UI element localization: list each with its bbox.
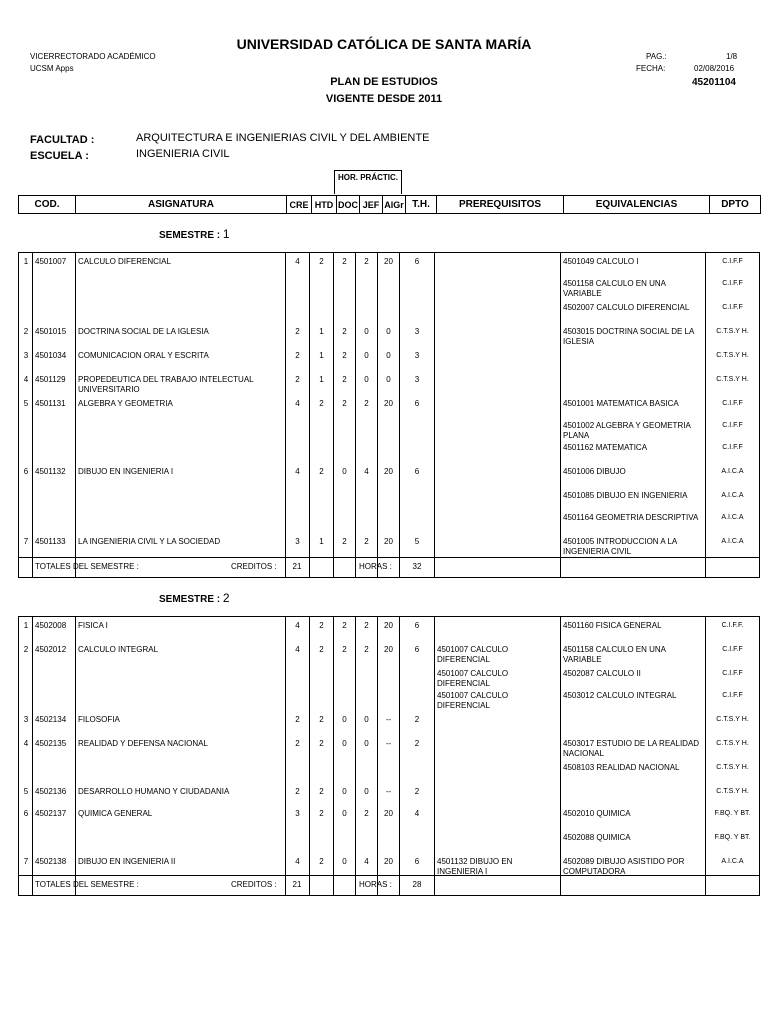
facultad-label: FACULTAD : [30,134,95,146]
column-divider [705,253,706,577]
hor-practic-header: HOR. PRÁCTIC. [334,170,402,194]
cell-th: 6 [414,645,420,654]
cell-jef: 4 [364,467,369,476]
vicerrectorado-label: VICERRECTORADO ACADÉMICO [30,52,156,61]
cell-eq: 4501158 CALCULO EN UNA VARIABLE [563,645,666,664]
totals-label: TOTALES DEL SEMESTRE : [35,880,139,889]
cell-cod: 4502137 [35,809,67,818]
cell-doc: 2 [342,375,347,384]
cell-dpto: A.I.C.A [721,538,744,545]
cell-algr: 20 [384,257,393,266]
cell-dpto: C.I.F.F [722,670,743,677]
cell-htd: 1 [319,327,324,336]
cell-htd: 2 [319,645,324,654]
cell-eq: 4501162 MATEMATICA [563,443,648,452]
cell-cod: 4502012 [35,645,67,654]
cell-jef: 0 [364,739,369,748]
cell-htd: 2 [319,809,324,818]
column-divider [560,253,561,577]
cell-pre: 4501007 CALCULO DIFERENCIAL [437,669,509,688]
creditos-total: 21 [292,562,302,571]
cell-dpto: F.BQ. Y BT. [714,810,751,817]
cell-algr: 20 [384,537,393,546]
cell-htd: 1 [319,351,324,360]
cell-algr: 20 [384,467,393,476]
cell-doc: 2 [342,327,347,336]
column-divider [560,617,561,895]
cell-th: 2 [414,739,420,748]
cell-jef: 2 [364,645,369,654]
column-divider [333,253,334,577]
cell-jef: 0 [364,327,369,336]
cell-htd: 2 [319,739,324,748]
cell-th: 3 [414,327,420,336]
cell-n: 4 [23,739,29,748]
cell-asig: FILOSOFIA [78,715,120,724]
cell-doc: 0 [342,467,347,476]
cell-doc: 0 [342,857,347,866]
col-asignatura: ASIGNATURA [76,196,287,214]
column-divider [434,253,435,577]
cell-eq: 4502010 QUIMICA [563,809,631,818]
cell-jef: 0 [364,375,369,384]
facultad-value: ARQUITECTURA E INGENIERIAS CIVIL Y DEL AMBIENTE [136,132,430,144]
cell-algr: 0 [386,351,391,360]
cell-cre: 2 [295,787,300,796]
plan-title: PLAN DE ESTUDIOS [330,76,438,88]
cell-htd: 2 [319,787,324,796]
cell-eq: 4501158 CALCULO EN UNA VARIABLE [563,279,666,298]
cell-dpto: A.I.C.A [721,468,744,475]
cell-asig: CALCULO INTEGRAL [78,645,159,654]
cell-dpto: A.I.C.A [721,514,744,521]
col-doc: DOC [337,196,360,214]
cell-jef: 2 [364,809,369,818]
cell-dpto: C.I.F.F [722,258,743,265]
column-divider [355,617,356,895]
cell-asig: FISICA I [78,621,108,630]
cell-cre: 2 [295,715,300,724]
fecha-label: FECHA: [636,64,666,73]
cell-dpto: C.T.S.Y H. [716,788,749,795]
cell-n: 1 [23,621,29,630]
cell-n: 7 [23,537,29,546]
cell-cod: 4502138 [35,857,67,866]
column-divider [399,617,400,895]
cell-asig: DIBUJO EN INGENIERIA II [78,857,176,866]
cell-htd: 1 [319,537,324,546]
cell-asig: DESARROLLO HUMANO Y CIUDADANIA [78,787,230,796]
col-dpto: DPTO [710,196,761,214]
semester-2-table [18,616,760,896]
column-divider [399,253,400,577]
cell-cod: 4501133 [35,537,66,546]
cell-cod: 4502136 [35,787,67,796]
cell-th: 6 [414,467,420,476]
column-header-row [18,195,761,214]
cell-eq: 4501164 GEOMETRIA DESCRIPTIVA [563,513,699,522]
cell-asig: PROPEDEUTICA DEL TRABAJO INTELECTUAL UNIVERSITARIO [78,375,254,394]
cell-n: 5 [23,787,29,796]
cell-asig: DOCTRINA SOCIAL DE LA IGLESIA [78,327,209,336]
cell-dpto: C.T.S.Y H. [716,328,749,335]
cell-cre: 2 [295,327,300,336]
cell-dpto: A.I.C.A [721,858,744,865]
cell-doc: 2 [342,645,347,654]
cell-eq: 4501160 FISICA GENERAL [563,621,662,630]
cell-cod: 4501007 [35,257,67,266]
cell-eq: 4502087 CALCULO II [563,669,641,678]
column-divider [434,617,435,895]
cell-n: 3 [23,715,29,724]
cell-dpto: C.I.F.F [722,692,743,699]
cell-n: 1 [23,257,29,266]
column-divider [333,617,334,895]
column-divider [309,253,310,577]
cell-eq: 4501006 DIBUJO [563,467,626,476]
creditos-label: CREDITOS : [231,880,277,889]
pag-value: 1/8 [726,52,738,61]
column-divider [285,253,286,577]
cell-doc: 2 [342,621,347,630]
column-divider [377,617,378,895]
cell-cod: 4501132 [35,467,66,476]
cell-htd: 2 [319,621,324,630]
cell-th: 2 [414,787,420,796]
cell-n: 3 [23,351,29,360]
cell-eq: 4503017 ESTUDIO DE LA REALIDAD NACIONAL [563,739,700,758]
cell-algr: 0 [386,375,391,384]
cell-htd: 2 [319,467,324,476]
cell-cre: 3 [295,537,300,546]
cell-dpto: C.I.F.F [722,400,743,407]
cell-htd: 2 [319,399,324,408]
cell-n: 2 [23,327,29,336]
cell-cod: 4502134 [35,715,67,724]
column-divider [377,253,378,577]
horas-total: 28 [412,880,422,889]
cell-asig: QUIMICA GENERAL [78,809,153,818]
cell-doc: 0 [342,809,347,818]
cell-th: 6 [414,621,420,630]
cell-algr: 20 [384,621,393,630]
col-cre: CRE [287,196,312,214]
cell-doc: 0 [342,739,347,748]
cell-algr: 20 [384,857,393,866]
cell-doc: 2 [342,351,347,360]
cell-jef: 2 [364,537,369,546]
cell-cod: 4501131 [35,399,66,408]
cell-dpto: C.I.F.F [722,444,743,451]
cell-th: 3 [414,351,420,360]
horas-label: HORAS : [359,880,392,889]
cell-doc: 2 [342,257,347,266]
cell-cre: 4 [295,645,300,654]
cell-algr: -- [385,739,392,748]
cell-eq: 4501085 DIBUJO EN INGENIERIA [563,491,688,500]
cell-eq: 4501002 ALGEBRA Y GEOMETRIA PLANA [563,421,691,440]
semester-1-table [18,252,760,578]
cell-th: 3 [414,375,420,384]
cell-asig: DIBUJO EN INGENIERIA I [78,467,174,476]
cell-cod: 4501015 [35,327,67,336]
cell-eq: 4502007 CALCULO DIFERENCIAL [563,303,690,312]
cell-asig: CALCULO DIFERENCIAL [78,257,171,266]
column-divider [285,617,286,895]
cell-eq: 4508103 REALIDAD NACIONAL [563,763,680,772]
cell-asig: ALGEBRA Y GEOMETRIA [78,399,173,408]
cell-asig: LA INGENIERIA CIVIL Y LA SOCIEDAD [78,537,221,546]
plan-code: 45201104 [692,77,736,88]
column-divider [32,617,33,895]
cell-n: 7 [23,857,29,866]
cell-th: 2 [414,715,420,724]
col-jef: JEF [360,196,383,214]
cell-cre: 4 [295,857,300,866]
totals-label: TOTALES DEL SEMESTRE : [35,562,139,571]
cell-n: 5 [23,399,29,408]
column-divider [75,617,76,895]
cell-pre: 4501132 DIBUJO EN INGENIERIA I [437,857,513,876]
cell-algr: 0 [386,327,391,336]
cell-th: 5 [414,537,420,546]
cell-th: 6 [414,399,420,408]
cell-dpto: C.I.F.F. [721,622,744,629]
cell-jef: 4 [364,857,369,866]
cell-n: 6 [23,467,29,476]
creditos-label: CREDITOS : [231,562,277,571]
cell-cod: 4502135 [35,739,67,748]
cell-th: 6 [414,257,420,266]
col-th: T.H. [406,196,437,214]
cell-cre: 4 [295,621,300,630]
cell-doc: 2 [342,399,347,408]
cell-dpto: F.BQ. Y BT. [714,834,751,841]
cell-doc: 2 [342,537,347,546]
cell-dpto: C.I.F.F [722,304,743,311]
column-divider [32,253,33,577]
cell-algr: 20 [384,645,393,654]
cell-cre: 2 [295,739,300,748]
cell-dpto: A.I.C.A [721,492,744,499]
cell-dpto: C.I.F.F [722,280,743,287]
cell-jef: 2 [364,621,369,630]
cell-cod: 4502008 [35,621,67,630]
column-divider [309,617,310,895]
app-label: UCSM Apps [30,64,74,73]
escuela-value: INGENIERIA CIVIL [136,148,230,160]
cell-dpto: C.T.S.Y H. [716,764,749,771]
cell-htd: 2 [319,257,324,266]
cell-cod: 4501129 [35,375,66,384]
col-equivalencias: EQUIVALENCIAS [564,196,710,214]
cell-cre: 4 [295,399,300,408]
cell-cre: 2 [295,375,300,384]
horas-total: 32 [412,562,422,571]
cell-eq: 4501049 CALCULO I [563,257,639,266]
cell-dpto: C.I.F.F [722,646,743,653]
escuela-label: ESCUELA : [30,150,89,162]
cell-htd: 2 [319,715,324,724]
column-divider [75,253,76,577]
cell-doc: 0 [342,715,347,724]
creditos-total: 21 [292,880,302,889]
horas-label: HORAS : [359,562,392,571]
cell-asig: REALIDAD Y DEFENSA NACIONAL [78,739,208,748]
cell-jef: 2 [364,399,369,408]
cell-jef: 0 [364,715,369,724]
cell-dpto: C.T.S.Y H. [716,740,749,747]
vigente-title: VIGENTE DESDE 2011 [325,93,443,105]
cell-eq: 4501005 INTRODUCCION A LA INGENIERIA CIVIL [563,537,677,556]
cell-pre: 4501007 CALCULO DIFERENCIAL [437,691,509,710]
cell-dpto: C.T.S.Y H. [716,352,749,359]
col-algr: AlGr [383,196,406,214]
cell-eq: 4501001 MATEMATICA BASICA [563,399,679,408]
column-divider [355,253,356,577]
cell-asig: COMUNICACION ORAL Y ESCRITA [78,351,209,360]
cell-doc: 0 [342,787,347,796]
col-htd: HTD [312,196,337,214]
cell-eq: 4503012 CALCULO INTEGRAL [563,691,677,700]
cell-n: 2 [23,645,29,654]
cell-htd: 2 [319,857,324,866]
cell-jef: 0 [364,787,369,796]
cell-algr: -- [385,787,392,796]
cell-eq: 4503015 DOCTRINA SOCIAL DE LA IGLESIA [563,327,694,346]
col-cod: COD. [19,196,76,214]
column-divider [705,617,706,895]
cell-cre: 2 [295,351,300,360]
cell-eq: 4502088 QUIMICA [563,833,631,842]
cell-jef: 2 [364,257,369,266]
cell-cre: 3 [295,809,300,818]
cell-cod: 4501034 [35,351,67,360]
cell-algr: 20 [384,399,393,408]
cell-dpto: C.T.S.Y H. [716,716,749,723]
semester-1-title: SEMESTRE : 1 [159,227,230,241]
cell-pre: 4501007 CALCULO DIFERENCIAL [437,645,509,664]
cell-dpto: C.T.S.Y H. [716,376,749,383]
totals-divider [19,557,759,558]
fecha-value: 02/08/2016 [694,64,735,73]
cell-th: 6 [414,857,420,866]
cell-n: 4 [23,375,29,384]
cell-eq: 4502089 DIBUJO ASISTIDO POR COMPUTADORA [563,857,685,876]
university-title: UNIVERSIDAD CATÓLICA DE SANTA MARÍA [236,36,532,52]
pag-label: PAG.: [646,52,667,61]
cell-n: 6 [23,809,29,818]
cell-algr: 20 [384,809,393,818]
cell-dpto: C.I.F.F [722,422,743,429]
cell-cre: 4 [295,467,300,476]
cell-cre: 4 [295,257,300,266]
cell-algr: -- [385,715,392,724]
cell-jef: 0 [364,351,369,360]
col-prerequisitos: PREREQUISITOS [437,196,564,214]
cell-htd: 1 [319,375,324,384]
cell-th: 4 [414,809,420,818]
semester-2-title: SEMESTRE : 2 [159,591,230,605]
